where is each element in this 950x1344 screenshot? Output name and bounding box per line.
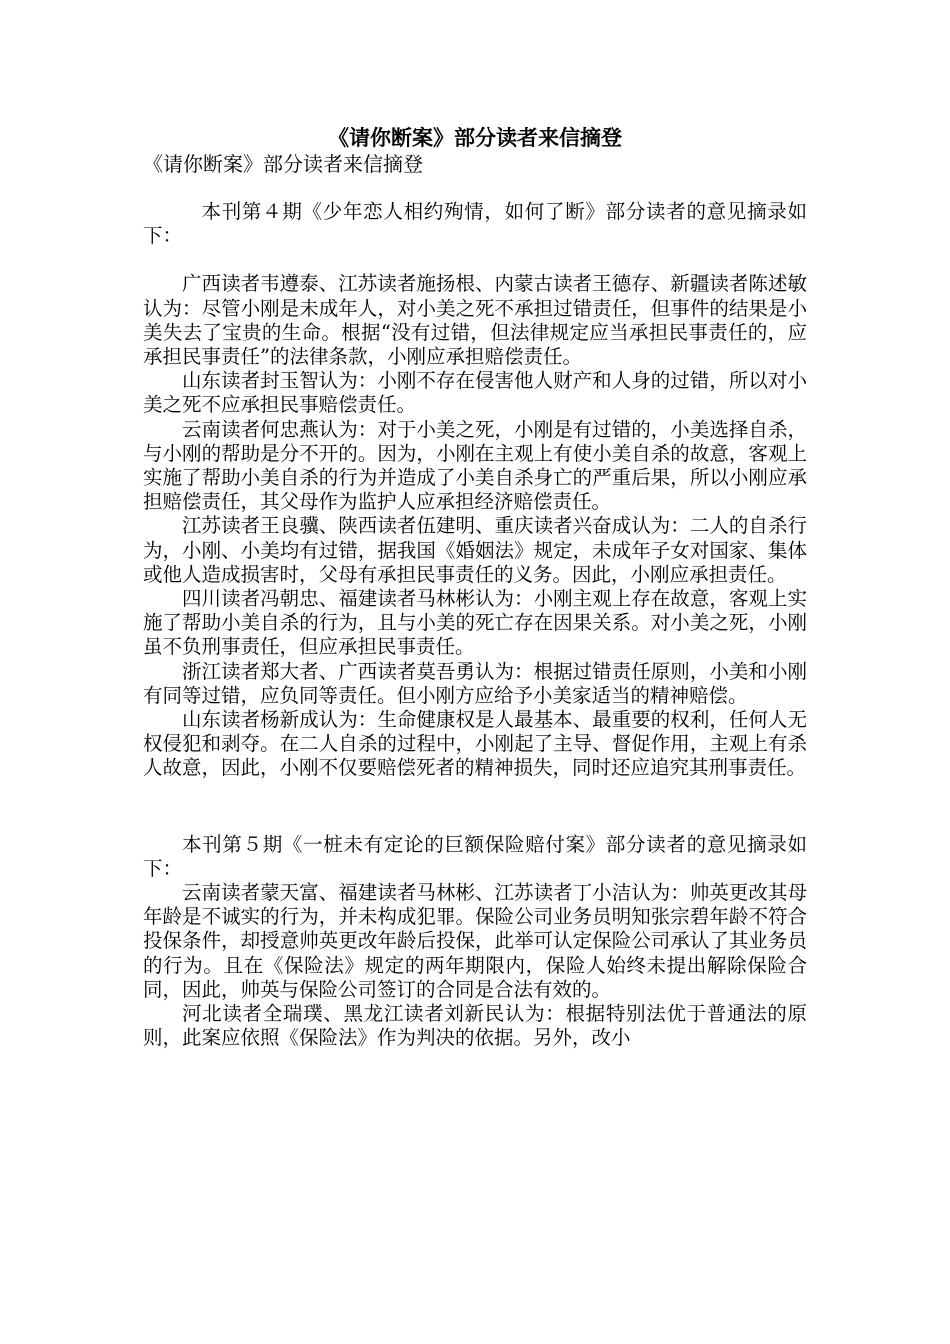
section1-paragraph: 山东读者封玉智认为：小刚不存在侵害他人财产和人身的过错，所以对小美之死不应承担民事赔偿责任。 bbox=[143, 369, 807, 417]
section2-intro: 本刊第５期《一桩未有定论的巨额保险赔付案》部分读者的意见摘录如下： bbox=[143, 832, 807, 880]
page-subtitle: 《请你断案》部分读者来信摘登 bbox=[143, 152, 423, 176]
section2-paragraph: 河北读者全瑞璞、黑龙江读者刘新民认为：根据特别法优于普通法的原则，此案应依照《保险法》作为判决的依据。另外，改小 bbox=[143, 1002, 807, 1050]
section1-paragraph: 山东读者杨新成认为：生命健康权是人最基本、最重要的权利，任何人无权侵犯和剥夺。在二人自杀的过程中，小刚起了主导、督促作用，主观上有杀人故意，因此，小刚不仅要赔偿死者的精神损失，同时还应追究其刑事责任。 bbox=[143, 708, 807, 780]
section1-paragraph: 云南读者何忠燕认为：对于小美之死，小刚是有过错的，小美选择自杀，与小刚的帮助是分不开的。因为，小刚在主观上有使小美自杀的故意，客观上实施了帮助小美自杀的行为并造成了小美自杀身亡的严重后果，所以小刚应承担赔偿责任，其父母作为监护人应承担经济赔偿责任。 bbox=[143, 417, 807, 514]
section1-paragraph: 广西读者韦遵泰、江苏读者施扬根、内蒙古读者王德存、新疆读者陈述敏认为：尽管小刚是未成年人，对小美之死不承担过错责任，但事件的结果是小美失去了宝贵的生命。根据“没有过错，但法律规定应当承担民事责任的，应承担民事责任”的法律条款，小刚应承担赔偿责任。 bbox=[143, 272, 807, 369]
article-body bbox=[143, 200, 807, 1051]
section1-paragraph: 江苏读者王良骥、陕西读者伍建明、重庆读者兴奋成认为：二人的自杀行为，小刚、小美均有过错，据我国《婚姻法》规定，未成年子女对国家、集体或他人造成损害时，父母有承担民事责任的义务。因此，小刚应承担责任。 bbox=[143, 514, 807, 586]
section1-paragraph: 四川读者冯朝忠、福建读者马林彬认为：小刚主观上存在故意，客观上实施了帮助小美自杀的行为，且与小美的死亡存在因果关系。对小美之死，小刚虽不负刑事责任，但应承担民事责任。 bbox=[143, 587, 807, 659]
section-spacer bbox=[143, 781, 807, 833]
paragraph-spacer bbox=[143, 248, 807, 272]
page-title: 《请你断案》部分读者来信摘登 bbox=[328, 125, 622, 150]
section2-paragraph: 云南读者蒙天富、福建读者马林彬、江苏读者丁小洁认为：帅英更改其母年龄是不诚实的行为，并未构成犯罪。保险公司业务员明知张宗碧年龄不符合投保条件，却授意帅英更改年龄后投保，此举可认定保险公司承认了其业务员的行为。且在《保险法》规定的两年期限内，保险人始终未提出解除保险合同，因此，帅英与保险公司签订的合同是合法有效的。 bbox=[143, 881, 807, 1001]
section1-intro: 本刊第４期《少年恋人相约殉情，如何了断》部分读者的意见摘录如下： bbox=[143, 200, 807, 248]
section1-paragraph: 浙江读者郑大者、广西读者莫吾勇认为：根据过错责任原则，小美和小刚有同等过错，应负同等责任。但小刚方应给予小美家适当的精神赔偿。 bbox=[143, 659, 807, 707]
